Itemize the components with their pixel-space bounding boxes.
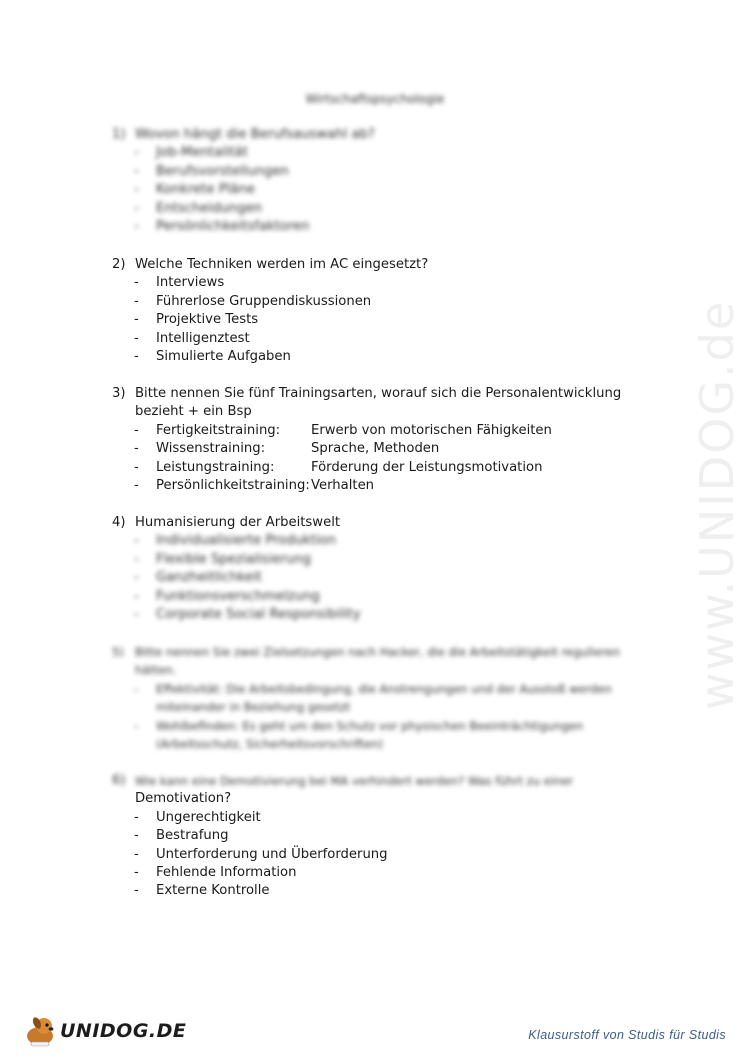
item-text: Interviews	[156, 275, 225, 291]
answer-list	[112, 422, 657, 496]
question-text: Welche Techniken werden im AC eingesetzt?	[135, 257, 429, 272]
question-4	[112, 514, 657, 624]
list-item: - Intelligenztest	[112, 330, 657, 348]
item-description: Sprache, Methoden	[311, 441, 440, 457]
list-item: - Wissenstraining: Sprache, Methoden	[112, 440, 657, 458]
list-item: - Leistungstraining: Förderung der Leistungsmotivation	[112, 459, 657, 477]
list-item: - Ganzheitlichkeit	[112, 569, 657, 587]
question-text: Humanisierung der Arbeitswelt	[135, 515, 341, 530]
list-item: - Flexible Spezialisierung	[112, 551, 657, 569]
question-2	[112, 256, 657, 366]
list-item: - Entscheidungen	[112, 200, 657, 218]
list-item: - Bestrafung	[112, 827, 657, 845]
list-item: - Effektivität: Die Arbeitsbedingung, die Anstrengungen und der Ausstoß werden miteinander in Beziehung gesetzt	[112, 680, 657, 717]
item-description: Verhalten	[311, 478, 375, 494]
list-item: - Fehlende Information	[112, 864, 657, 882]
item-text: Individualisierte Produktion	[156, 533, 336, 549]
item-text: Intelligenztest	[156, 330, 250, 346]
list-item: - Projektive Tests	[112, 311, 657, 329]
item-text: Führerlose Gruppendiskussionen	[156, 293, 372, 309]
question-text: Demotivation?	[135, 791, 232, 807]
question-text: Bitte nennen Sie fünf Trainingsarten, worauf sich die Personalentwicklung bezieht + ein Bsp	[135, 386, 622, 420]
item-text: Unterforderung und Überforderung	[156, 846, 388, 862]
item-text: Externe Kontrolle	[156, 883, 270, 899]
question-text: Bitte nennen Sie zwei Zielsetzungen nach Hacker, die die Arbeitstätigkeit regulieren hätten.	[135, 645, 621, 678]
question-text: Wovon hängt die Berufsauswahl ab?	[135, 127, 375, 142]
item-text: Effektivität: Die Arbeitsbedingung, die Anstrengungen und der Ausstoß werden miteinander in Beziehung gesetzt	[156, 681, 612, 715]
item-text: Wohlbefinden: Es geht um den Schutz vor physischen Beeinträchtigungen (Arbeitsschutz, Sicherheitsvorschriften)	[156, 718, 584, 752]
question-number: 1)	[112, 127, 126, 142]
list-item: - Individualisierte Produktion	[112, 532, 657, 550]
answer-list	[112, 532, 657, 624]
question-number: 4)	[112, 515, 126, 530]
question-6	[112, 772, 657, 901]
answer-list	[112, 680, 657, 754]
item-text: Ungerechtigkeit	[156, 809, 261, 825]
list-item: - Konkrete Pläne	[112, 181, 657, 199]
dog-mascot-icon	[22, 1014, 58, 1048]
watermark	[662, 280, 750, 730]
item-text: Konkrete Pläne	[156, 182, 255, 198]
list-item: - Führerlose Gruppendiskussionen	[112, 293, 657, 311]
item-term: Leistungstraining:	[156, 459, 275, 475]
list-item: - Persönlichkeitstraining: Verhalten	[112, 477, 657, 495]
question-number: 5)	[112, 645, 124, 659]
list-item: - Ungerechtigkeit	[112, 809, 657, 827]
logo-text: UNIDOG.DE	[60, 1020, 187, 1042]
footer-tagline: Klausurstoff von Studis für Studis	[528, 1028, 726, 1042]
question-number: 2)	[112, 257, 126, 272]
item-text: Projektive Tests	[156, 312, 259, 328]
list-item: - Unterforderung und Überforderung	[112, 846, 657, 864]
item-text: Simulierte Aufgaben	[156, 349, 291, 365]
answer-list	[112, 809, 657, 901]
answer-list	[112, 144, 657, 236]
item-description: Erwerb von motorischen Fähigkeiten	[311, 422, 552, 438]
item-text: Persönlichkeitsfaktoren	[156, 219, 310, 235]
list-item: - Persönlichkeitsfaktoren	[112, 218, 657, 236]
item-term: Fertigkeitstraining:	[156, 422, 281, 438]
watermark-text: www.UNIDOG.de	[690, 299, 744, 711]
question-1	[112, 126, 657, 236]
question-5	[112, 643, 657, 753]
item-term: Persönlichkeitstraining:	[156, 478, 310, 494]
item-text: Ganzheitlichkeit	[156, 570, 262, 586]
list-item: - Interviews	[112, 274, 657, 292]
item-description: Förderung der Leistungsmotivation	[311, 459, 543, 475]
item-term: Wissenstraining:	[156, 441, 266, 457]
list-item: - Fertigkeitstraining: Erwerb von motorischen Fähigkeiten	[112, 422, 657, 440]
list-item: - Job-Mentalität	[112, 144, 657, 162]
item-text: Corporate Social Responsibility	[156, 607, 361, 623]
list-item: - Simulierte Aufgaben	[112, 348, 657, 366]
unidog-logo	[22, 1014, 186, 1048]
question-text-blurred: Wie kann eine Demotivierung bei MA verhindert werden? Was führt zu einer	[135, 774, 574, 788]
list-item: - Berufsvorstellungen	[112, 163, 657, 181]
item-text: Entscheidungen	[156, 200, 263, 216]
document-title: Wirtschaftspsychologie	[305, 92, 445, 106]
item-text: Flexible Spezialisierung	[156, 551, 311, 567]
item-text: Funktionsverschmelzung	[156, 588, 320, 604]
question-number: 6)	[112, 773, 126, 788]
answer-list	[112, 274, 657, 366]
list-item: - Funktionsverschmelzung	[112, 588, 657, 606]
question-3	[112, 385, 657, 495]
list-item: - Wohlbefinden: Es geht um den Schutz vor physischen Beeinträchtigungen (Arbeitsschutz, Sicherheitsvorschriften)	[112, 717, 657, 754]
item-text: Berufsvorstellungen	[156, 163, 289, 179]
list-item: - Corporate Social Responsibility	[112, 606, 657, 624]
item-text: Job-Mentalität	[156, 145, 248, 161]
question-number: 3)	[112, 386, 126, 401]
item-text: Bestrafung	[156, 828, 229, 844]
list-item: - Externe Kontrolle	[112, 882, 657, 900]
item-text: Fehlende Information	[156, 865, 297, 881]
